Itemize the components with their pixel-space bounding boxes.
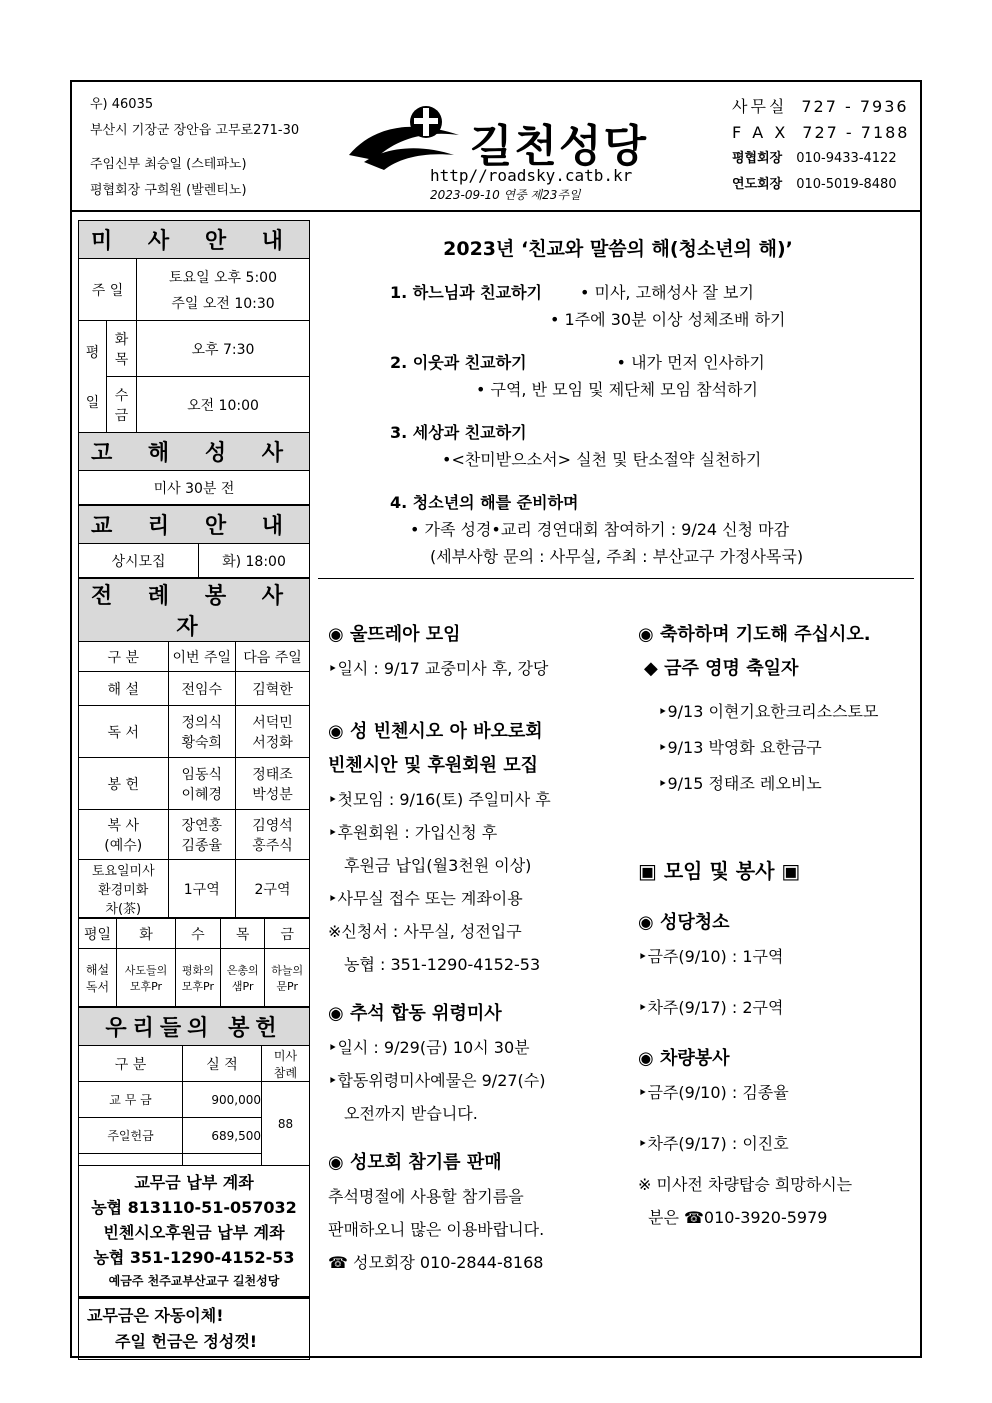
- catechism-text1: 상시모집: [79, 544, 199, 578]
- sat-mass: 토요일 오후 5:00: [169, 269, 277, 286]
- council-label: 평협회장: [732, 151, 783, 166]
- wk-group-thu-2: 샘Pr: [231, 979, 254, 993]
- theme-item-4a: • 가족 성경•교리 경연대회 참여하기 : 9/24 신청 마감: [410, 520, 790, 539]
- sesame-oil-text-1: 추석명절에 사용할 참기름을: [328, 1187, 524, 1206]
- weekday-table: [78, 918, 310, 1007]
- vehicle-note-1: ※ 미사전 차량탑승 희망하시는: [638, 1175, 853, 1194]
- theme-item-1a: • 미사, 고해성사 잘 보기: [580, 283, 754, 302]
- altar-next-1: 김영석: [252, 817, 293, 834]
- wk-fri: 금: [265, 919, 310, 949]
- wk-group-wed-2: 모후Pr: [181, 979, 215, 993]
- council-tel: 010-9433-4122: [796, 151, 897, 166]
- wk-role-a: 해설: [85, 962, 110, 977]
- offertory-this-2: 이혜경: [181, 786, 223, 803]
- env-label-1: 토요일미사: [91, 864, 155, 879]
- thu-label: 목: [114, 351, 129, 368]
- theme-item-4b: (세부사항 문의 : 사무실, 주최 : 부산교구 가정사목국): [430, 547, 804, 566]
- tithe-account-number: 농협 813110-51-057032: [91, 1198, 297, 1217]
- account-holder: 예금주 천주교부산교구 길천성당: [108, 1274, 280, 1288]
- offertory-next-2: 박성분: [252, 786, 293, 803]
- header-contacts: [732, 94, 909, 198]
- vincent-supporter: ‣후원회원 : 가입신청 후: [328, 823, 498, 842]
- row-offertory: 봉 헌: [79, 758, 169, 810]
- theme-item-2b: • 구역, 반 모임 및 제단체 모임 참석하기: [476, 380, 758, 399]
- reader-next-1: 서덕민: [252, 714, 293, 731]
- env-next: 2구역: [236, 860, 310, 918]
- catechism-table: [78, 505, 310, 578]
- memorial-mass-offering: ‣합동위령미사예물은 9/27(수): [328, 1071, 546, 1090]
- theme-item-4: 4. 청소년의 해를 준비하며: [390, 493, 579, 512]
- vincent-form: ※신청서 : 사무실, 성전입구: [328, 922, 522, 941]
- reader-next-2: 서정화: [252, 734, 293, 751]
- theme-item-3a: •<찬미받으소서> 실천 및 탄소절약 실천하기: [442, 450, 762, 469]
- vincent-heading: ◉ 성 빈첸시오 아 바오로회: [328, 721, 543, 742]
- mass-attendance: 88: [262, 1082, 310, 1166]
- council-chair: 평협회장 구희원 (발렌티노): [90, 183, 247, 198]
- offertory-this-1: 임동식: [181, 766, 223, 783]
- offering-h-div: 구 분: [79, 1046, 183, 1082]
- cleaning-heading: ◉ 성당청소: [638, 912, 730, 933]
- servers-h-next: 다음 주일: [236, 642, 310, 672]
- fri-label: 금: [114, 407, 129, 424]
- tuethu-time: 오후 7:30: [137, 321, 310, 377]
- commentator-next: 김혁한: [236, 672, 310, 706]
- theme-item-2a: • 내가 먼저 인사하기: [616, 353, 765, 372]
- wk-group-fri-1: 하늘의: [271, 963, 304, 977]
- env-label-3: 차(茶): [105, 902, 142, 917]
- sunday-label: 주 일: [79, 259, 137, 321]
- theme-title: 2023년 ‘친교와 말씀의 해(청소년의 해)’: [443, 238, 793, 260]
- feast-person-3: ‣9/15 정태조 레오비노: [658, 774, 822, 793]
- servers-h-this: 이번 주일: [168, 642, 236, 672]
- offering-h-amount: 실 적: [183, 1046, 262, 1082]
- office-tel: 727 - 7936: [801, 97, 909, 116]
- wk-group-wed-1: 평화의: [181, 963, 214, 977]
- right-content: [320, 222, 916, 570]
- divider: [318, 578, 914, 579]
- altar-server-sub: (예수): [104, 837, 143, 854]
- weekday-b: 일: [85, 394, 100, 411]
- feast-heading: ◉ 축하하며 기도해 주십시오.: [638, 624, 871, 645]
- offering-title: 우리들의 봉헌: [79, 1008, 310, 1046]
- offertory-next-1: 정태조: [252, 766, 293, 783]
- feast-person-1: ‣9/13 이현기요한크리소스토모: [658, 702, 879, 721]
- wedfri-time: 오전 10:00: [137, 377, 310, 433]
- wk-role-b: 독서: [85, 979, 110, 994]
- wk-wed: 수: [175, 919, 220, 949]
- altar-next-2: 홍주식: [252, 837, 293, 854]
- offering-table: [78, 1007, 310, 1166]
- vincent-apply: ‣사무실 접수 또는 계좌이용: [328, 889, 523, 908]
- catechism-text2: 화) 18:00: [199, 544, 310, 578]
- cleaning-this-week: ‣금주(9/10) : 1구역: [638, 947, 784, 966]
- auto-transfer-note: [78, 1297, 310, 1360]
- vehicle-note-2: 분은 ☎010-3920-5979: [648, 1208, 828, 1227]
- reader-this-2: 황숙희: [181, 734, 223, 751]
- vincent-account: 농협 : 351-1290-4152-53: [344, 955, 541, 974]
- account-info: [78, 1166, 310, 1297]
- pastor: 주임신부 최승일 (스테파노): [90, 157, 247, 172]
- servers-table: [78, 578, 310, 918]
- left-column: [78, 220, 310, 1360]
- confession-text: 미사 30분 전: [79, 471, 310, 505]
- vehicle-heading: ◉ 차량봉사: [638, 1048, 730, 1069]
- auto-transfer-2: 주일 헌금은 정성껏!: [115, 1332, 258, 1351]
- servers-title: 전 례 봉 사 자: [79, 579, 310, 642]
- theme-item-3: 3. 세상과 친교하기: [390, 423, 527, 442]
- weekday-a: 평: [85, 344, 100, 361]
- sunday-offering-label: 주일헌금: [79, 1118, 183, 1154]
- auto-transfer-1: 교무금은 자동이체!: [87, 1306, 224, 1325]
- header: [72, 82, 920, 212]
- wed-label: 수: [114, 387, 129, 404]
- tithe-label: 교 무 금: [79, 1082, 183, 1118]
- website-url[interactable]: http//roadsky.catb.kr: [430, 166, 633, 185]
- meeting-service-heading: ▣ 모임 및 봉사 ▣: [638, 859, 801, 883]
- sunday-offering-amount: 689,500: [183, 1118, 262, 1154]
- postal-code: 우) 46035: [90, 97, 154, 112]
- bulletin-date: 2023-09-10 연중 제23주일: [430, 188, 581, 202]
- confession-title: 고 해 성 사: [79, 433, 310, 471]
- vehicle-next-week: ‣차주(9/17) : 이진호: [638, 1134, 789, 1153]
- wk-thu: 목: [220, 919, 265, 949]
- tithe-account-title: 교무금 납부 계좌: [134, 1173, 254, 1192]
- weekday-label: 평일: [79, 919, 117, 949]
- vincent-account-title: 빈첸시오후원금 납부 계좌: [103, 1223, 285, 1242]
- reader-this-1: 정의식: [181, 714, 223, 731]
- sesame-oil-text-2: 판매하오니 많은 이용바랍니다.: [328, 1220, 545, 1239]
- mass-table: [78, 220, 310, 505]
- offering-h-mass-2: 참례: [273, 1065, 298, 1080]
- row-commentator: 해 설: [79, 672, 169, 706]
- fax-tel: 727 - 7188: [802, 123, 910, 142]
- sesame-oil-contact: ☎ 성모회장 010-2844-8168: [328, 1253, 544, 1272]
- vincent-first-meeting: ‣첫모임 : 9/16(토) 주일미사 후: [328, 790, 551, 809]
- memorial-mass-heading: ◉ 추석 합동 위령미사: [328, 1003, 502, 1024]
- wk-group-tue-1: 사도들의: [124, 963, 168, 977]
- catechism-title: 교 리 안 내: [79, 506, 310, 544]
- feast-subheading: ◆ 금주 영명 축일자: [644, 658, 799, 679]
- row-reader: 독 서: [79, 706, 169, 758]
- servers-h-div: 구 분: [79, 642, 169, 672]
- cleaning-next-week: ‣차주(9/17) : 2구역: [638, 998, 784, 1017]
- wk-group-thu-1: 은총의: [226, 963, 259, 977]
- fax-label: F A X: [732, 123, 789, 142]
- tue-label: 화: [114, 331, 129, 348]
- yeondo-label: 연도회장: [732, 177, 783, 192]
- theme-items: [320, 279, 916, 570]
- vehicle-this-week: ‣금주(9/10) : 김종율: [638, 1083, 789, 1102]
- wk-group-fri-2: 문Pr: [276, 979, 299, 993]
- mass-title: 미 사 안 내: [79, 221, 310, 259]
- altar-this-2: 김종율: [181, 837, 223, 854]
- row-altar-server: 복 사: [107, 817, 139, 834]
- theme-item-1: 1. 하느님과 친교하기: [390, 283, 542, 302]
- vincent-account-number: 농협 351-1290-4152-53: [93, 1248, 295, 1267]
- wk-tue: 화: [117, 919, 176, 949]
- office-label: 사무실: [732, 97, 788, 116]
- header-left: [90, 92, 299, 204]
- altar-this-1: 장연홍: [181, 817, 223, 834]
- offering-h-mass-1: 미사: [273, 1048, 298, 1063]
- feast-person-2: ‣9/13 박영화 요한금구: [658, 738, 822, 757]
- church-name: 길천성당: [470, 121, 649, 172]
- theme-item-2: 2. 이웃과 친교하기: [390, 353, 527, 372]
- church-logo: [350, 94, 690, 206]
- env-label-2: 환경미화: [98, 883, 149, 898]
- tithe-amount: 900,000: [183, 1082, 262, 1118]
- ultreya-date: ‣일시 : 9/17 교중미사 후, 강당: [328, 659, 549, 678]
- vincent-subheading: 빈첸시안 및 후원회원 모집: [328, 755, 539, 776]
- news-right-column: [638, 618, 918, 1234]
- commentator-this: 전임수: [168, 672, 236, 706]
- ultreya-heading: ◉ 울뜨레아 모임: [328, 624, 461, 645]
- theme-item-1b: • 1주에 30분 이상 성체조배 하기: [550, 310, 786, 329]
- memorial-mass-deadline: 오전까지 받습니다.: [344, 1104, 478, 1123]
- bulletin-frame: [70, 80, 922, 1358]
- sun-mass: 주일 오전 10:30: [171, 295, 275, 312]
- vincent-supporter-fee: 후원금 납입(월3천원 이상): [344, 856, 532, 875]
- wk-group-tue-2: 모후Pr: [129, 979, 163, 993]
- address: 부산시 기장군 장안읍 고무로271-30: [90, 123, 300, 138]
- env-this: 1구역: [168, 860, 236, 918]
- memorial-mass-date: ‣일시 : 9/29(금) 10시 30분: [328, 1038, 530, 1057]
- yeondo-tel: 010-5019-8480: [796, 177, 897, 192]
- sesame-oil-heading: ◉ 성모회 참기름 판매: [328, 1152, 502, 1173]
- news-left-column: [328, 618, 628, 1279]
